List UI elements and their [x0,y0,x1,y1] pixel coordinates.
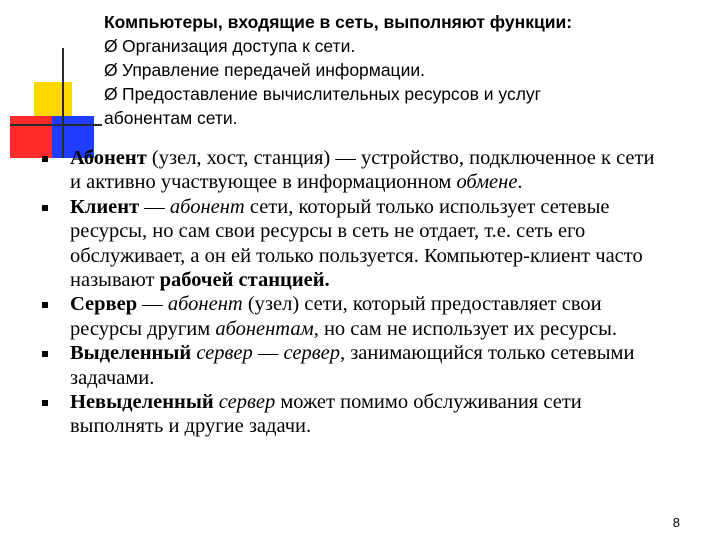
definition-text: — [139,195,170,218]
definition-emphasis: абонент [169,195,245,218]
definition-item [42,195,662,293]
header-item [104,34,704,58]
definition-text: — [137,293,168,316]
definition-list [42,146,662,439]
square-bullet-icon [42,205,48,211]
page-number: 8 [672,515,680,530]
definition-text: (узел) сети, который предоставляет свои ресурсы другим [70,293,602,340]
definition-item [42,146,662,195]
definition-emphasis: обмене [456,171,518,194]
header-item-text: Управление передачей информации. [122,60,425,80]
header-title: Компьютеры, входящие в сеть, выполняют функции: [104,12,573,32]
definition-text: сети, который только использует сетевые ресурсы, но сам свои ресурсы в сеть не отдает, т.е. сеть его обслуживает, а он ей только пользуется. Компьютер-клиент часто называют [70,195,643,292]
square-bullet-icon [42,302,48,308]
term-non-dedicated: Невыделенный [70,391,214,414]
arrow-bullet-icon: Ø [104,60,118,80]
header-item-text: Организация доступа к сети. [122,36,356,56]
definition-emphasis: сервер [196,342,253,365]
header-item [104,58,704,82]
definition-item [42,292,662,341]
definition-item [42,341,662,390]
definition-emphasis: сервер [218,391,276,414]
definition-text: может помимо обслуживания сети выполнять и другие задачи. [70,391,582,438]
header-item-text: Предоставление вычислительных ресурсов и услуг [122,84,542,104]
definition-item [42,390,662,439]
decor-yellow-square [34,82,72,120]
definition-text: . [517,171,523,194]
definition-text: , занимающийся только сетевыми задачами. [70,342,635,389]
term-client: Клиент [70,195,140,218]
arrow-bullet-icon: Ø [104,84,118,104]
term-server: Сервер [70,293,138,316]
term-workstation: рабочей станцией. [159,269,330,292]
arrow-bullet-icon: Ø [104,36,118,56]
square-bullet-icon [42,400,48,406]
term-dedicated: Выделенный [70,342,192,365]
square-bullet-icon [42,351,48,357]
definition-emphasis: абонент [167,293,243,316]
decor-vertical-line [62,48,64,158]
definition-text: — [252,342,284,365]
square-bullet-icon [42,156,48,162]
header-item [104,82,704,106]
definition-emphasis: сервер [283,342,340,365]
term-abonent: Абонент [70,147,147,169]
decor-horizontal-line [10,124,102,126]
header-item-continuation: абонентам сети. [104,108,238,128]
definition-text: (узел, хост, станция) — устройство, подключенное к сети и активно участвующее в информационном [70,147,655,194]
definition-emphasis: абонентам [215,317,314,340]
definition-text: , но сам не использует их ресурсы. [313,317,617,340]
header-block [104,10,704,130]
